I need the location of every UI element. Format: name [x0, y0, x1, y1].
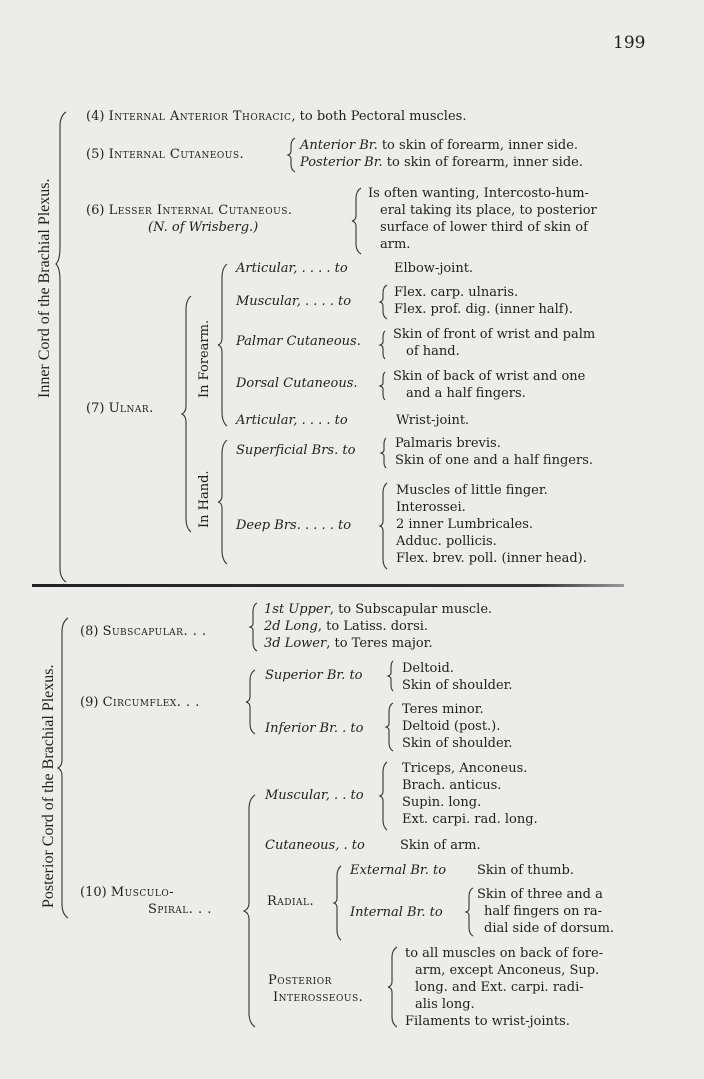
nerve-6-name: Lesser Internal Cutaneous. — [108, 203, 293, 218]
deltoid-brace — [388, 661, 394, 691]
radial-external-target: Skin of thumb. — [477, 863, 574, 878]
ulnar-hand-target: Muscles of little finger. — [396, 483, 548, 498]
radial-internal-target: half fingers on ra- — [484, 904, 602, 919]
radial-brace — [334, 866, 342, 940]
nerve-8-name: Subscapular. . . — [102, 624, 207, 639]
ulnar-dorsal-brace — [380, 372, 386, 400]
posterior-cord-title: Posterior Cord of the Brachial Plexus. — [40, 664, 57, 908]
nerve-6-alt-name: (N. of Wrisberg.) — [148, 220, 259, 235]
radial-nerve-name: Radial. — [267, 894, 315, 909]
ulnar-hand-target: Palmaris brevis. — [395, 436, 501, 451]
ulnar-hand-label: In Hand. — [197, 470, 212, 528]
posterior-interosseous-brace — [388, 947, 398, 1027]
ulnar-forearm-target: of hand. — [406, 344, 460, 359]
nerve-6-desc-line: surface of lower third of skin of — [380, 220, 588, 235]
ulnar-forearm-target: Flex. carp. ulnaris. — [394, 285, 519, 300]
musculo-spiral-muscular-target: Supin. long. — [402, 795, 482, 810]
musculo-spiral-muscular-brace — [380, 762, 388, 830]
ulnar-palmar-brace — [380, 331, 386, 359]
posterior-interosseous-target: long. and Ext. carpi. radi- — [415, 980, 584, 995]
nerve-7-name: Ulnar. — [108, 401, 154, 416]
nerve-9-row: (9) Circumflex. . . — [80, 695, 200, 710]
radial-external-label: External Br. to — [350, 863, 447, 878]
radial-internal-label: Internal Br. to — [350, 905, 443, 920]
ulnar-muscular-brace — [380, 285, 388, 319]
ulnar-hand-target: Interossei. — [396, 500, 466, 515]
nerve-9-brace — [246, 670, 256, 734]
ulnar-brace — [182, 296, 192, 532]
musculo-spiral-cutaneous-target: Skin of arm. — [400, 838, 481, 853]
musculo-spiral-muscular-target: Ext. carpi. rad. long. — [402, 812, 538, 827]
nerve-10-name: Musculo- — [110, 885, 175, 900]
nerve-9-branch-label: Superior Br. to — [265, 668, 363, 683]
ulnar-forearm-target: Flex. prof. dig. (inner half). — [394, 302, 573, 317]
nerve-4-name: Internal Anterior Thoracic — [108, 109, 292, 124]
posterior-interosseous-name: Posterior — [268, 973, 332, 988]
nerve-8-row: (8) Subscapular. . . — [80, 624, 207, 639]
nerve-5-brace — [288, 138, 296, 172]
nerve-8-branch: 1st Upper, to Subscapular muscle. — [264, 602, 493, 617]
ulnar-forearm-label: In Forearm. — [197, 319, 212, 398]
ulnar-forearm-brace — [218, 264, 228, 426]
nerve-6-desc-line: Is often wanting, Intercosto-hum- — [368, 186, 589, 201]
musculo-spiral-cutaneous-label: Cutaneous, . to — [265, 838, 365, 853]
section-divider — [32, 584, 624, 587]
nerve-6-row: (6) Lesser Internal Cutaneous. — [86, 203, 293, 218]
page-number: 199 — [613, 33, 646, 53]
radial-internal-brace — [466, 888, 474, 936]
nerve-5-name: Internal Cutaneous. — [108, 147, 245, 162]
nerve-5-branch-posterior: Posterior Br. to skin of forearm, inner side. — [300, 155, 583, 170]
ulnar-hand-branch-label: Superficial Brs. to — [236, 443, 356, 458]
nerve-9-target: Skin of shoulder. — [402, 678, 513, 693]
nerve-5-branch-anterior: Anterior Br. to skin of forearm, inner side. — [300, 138, 579, 153]
posterior-interosseous-target: alis long. — [415, 997, 475, 1012]
ulnar-hand-brace — [218, 440, 228, 564]
nerve-10-name-cont: Spiral. . . — [148, 902, 212, 917]
ulnar-hand-target: Skin of one and a half fingers. — [395, 453, 594, 468]
ulnar-hand-target: 2 inner Lumbricales. — [396, 517, 534, 532]
ulnar-forearm-branch-label: Muscular, . . . . to — [236, 294, 352, 309]
nerve-9-branch-label: Inferior Br. . to — [265, 721, 364, 736]
nerve-8-branch: 3d Lower, to Teres major. — [264, 636, 433, 651]
radial-internal-target: Skin of three and a — [477, 887, 603, 902]
ulnar-forearm-target: Skin of front of wrist and palm — [393, 327, 596, 342]
inner-cord-brace — [56, 112, 68, 582]
ulnar-forearm-target: Skin of back of wrist and one — [393, 369, 586, 384]
ulnar-deep-brace — [380, 483, 388, 569]
ulnar-forearm-branch-label: Palmar Cutaneous. — [236, 334, 361, 349]
nerve-8-brace — [250, 603, 258, 651]
posterior-cord-brace — [58, 618, 70, 918]
nerve-6-brace — [352, 188, 362, 254]
nerve-10-brace — [244, 795, 256, 1027]
ulnar-forearm-branch-label: Articular, . . . . to — [236, 261, 348, 276]
inner-cord-title: Inner Cord of the Brachial Plexus. — [36, 178, 53, 398]
posterior-interosseous-target: Filaments to wrist-joints. — [405, 1014, 570, 1029]
nerve-8-branch: 2d Long, to Latiss. dorsi. — [264, 619, 429, 634]
ulnar-hand-branch-label: Deep Brs. . . . . to — [236, 518, 352, 533]
nerve-9-target: Teres minor. — [402, 702, 484, 717]
teres-brace — [386, 703, 394, 751]
posterior-interosseous-target: arm, except Anconeus, Sup. — [415, 963, 600, 978]
posterior-interosseous-name-cont: Interosseous. — [273, 990, 364, 1005]
nerve-4-row: (4) Internal Anterior Thoracic, to both Pectoral muscles. — [86, 109, 467, 124]
musculo-spiral-muscular-target: Brach. anticus. — [402, 778, 502, 793]
nerve-6-desc-line: eral taking its place, to posterior — [380, 203, 597, 218]
musculo-spiral-muscular-label: Muscular, . . to — [265, 788, 364, 803]
ulnar-forearm-target: Wrist-joint. — [396, 413, 470, 428]
ulnar-forearm-target: Elbow-joint. — [394, 261, 474, 276]
ulnar-hand-target: Adduc. pollicis. — [396, 534, 497, 549]
nerve-6-desc-line: arm. — [380, 237, 411, 252]
nerve-5-row: (5) Internal Cutaneous. — [86, 147, 245, 162]
ulnar-forearm-branch-label: Dorsal Cutaneous. — [236, 376, 358, 391]
ulnar-forearm-target: and a half fingers. — [406, 386, 526, 401]
posterior-interosseous-target: to all muscles on back of fore- — [405, 946, 604, 961]
nerve-9-target: Deltoid. — [402, 661, 454, 676]
radial-internal-target: dial side of dorsum. — [484, 921, 615, 936]
nerve-7-row: (7) Ulnar. — [86, 401, 154, 416]
ulnar-hand-target: Flex. brev. poll. (inner head). — [396, 551, 587, 566]
musculo-spiral-muscular-target: Triceps, Anconeus. — [402, 761, 528, 776]
nerve-9-target: Skin of shoulder. — [402, 736, 513, 751]
nerve-9-name: Circumflex. . . — [102, 695, 200, 710]
ulnar-forearm-branch-label: Articular, . . . . to — [236, 413, 348, 428]
nerve-9-target: Deltoid (post.). — [402, 719, 501, 734]
ulnar-superficial-brace — [381, 438, 387, 468]
nerve-10-row: (10) Musculo- — [80, 885, 175, 900]
